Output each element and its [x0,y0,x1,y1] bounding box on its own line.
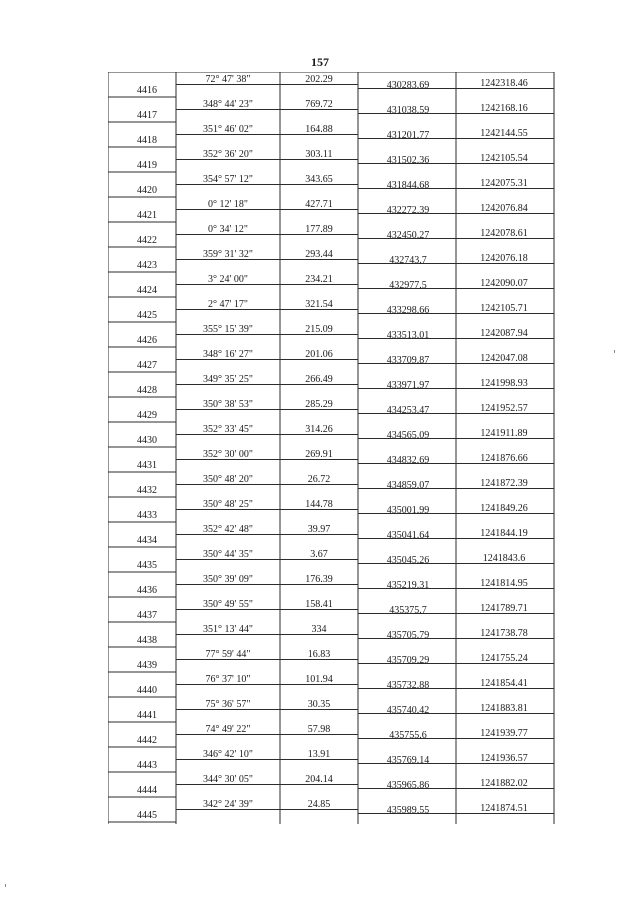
station-cell: 4425 [137,310,157,321]
east-cell: 1242047.08 [480,353,528,364]
bearing-cell: 359° 31' 32" [203,249,253,260]
station-cell: 4424 [137,285,157,296]
distance-cell: 26.72 [307,474,331,485]
north-cell: 431038.59 [386,105,430,116]
station-cell: 4440 [137,685,157,696]
station-cell: 4443 [137,760,157,771]
station-cell: 4420 [137,185,157,196]
bearing-cell: 355° 15' 39" [203,324,253,335]
distance-cell: 202.29 [305,74,333,85]
station-cell: 4416 [137,85,157,96]
station-cell: 4442 [137,735,157,746]
north-cell: 433709.87 [386,355,430,366]
station-cell: 4428 [137,385,157,396]
north-cell: 435732.88 [386,680,430,691]
east-cell: 1242318.46 [480,78,528,89]
distance-cell: 13.91 [307,749,331,760]
station-cell: 4417 [137,110,157,121]
station-cell: 4444 [137,785,157,796]
bearing-cell: 352° 42' 48" [203,524,253,535]
bearing-cell: 350° 49' 55" [203,599,253,610]
bearing-cell: 354° 57' 12" [203,174,253,185]
distance-cell: 164.88 [305,124,333,135]
east-cell: 1241876.66 [480,453,528,464]
distance-cell: 427.71 [305,199,333,210]
distance-cell: 16.83 [307,649,331,660]
bearing-cell: 350° 39' 09" [203,574,253,585]
east-cell: 1241911.89 [480,428,528,439]
east-cell: 1241843.6 [482,553,526,564]
north-cell: 434832.69 [386,455,430,466]
distance-cell: 293.44 [305,249,333,260]
bearing-cell: 2° 47' 17" [208,299,248,310]
bearing-cell: 74° 49' 22" [205,724,251,735]
bearing-cell: 76° 37' 10" [205,674,251,685]
station-cell: 4426 [137,335,157,346]
east-cell: 1241939.77 [480,728,528,739]
bearing-cell: 351° 13' 44" [203,624,253,635]
distance-cell: 3.67 [310,549,328,560]
station-cell: 4422 [137,235,157,246]
north-cell: 432977.5 [389,280,427,291]
distance-cell: 234.21 [305,274,333,285]
north-cell: 435219.31 [386,580,430,591]
east-cell: 1241814.95 [480,578,528,589]
east-cell: 1241849.26 [480,503,528,514]
bearing-cell: 350° 48' 20" [203,474,253,485]
north-cell: 433513.01 [386,330,430,341]
north-cell: 434859.07 [386,480,430,491]
bearing-cell: 352° 30' 00" [203,449,253,460]
station-cell: 4434 [137,535,157,546]
page-number: 157 [311,55,329,69]
bearing-cell: 72° 47' 38" [205,74,251,85]
distance-cell: 201.06 [305,349,333,360]
east-cell: 1242087.94 [480,328,528,339]
north-cell: 435965.86 [386,780,430,791]
east-cell: 1241755.24 [480,653,528,664]
east-cell: 1242168.16 [480,103,528,114]
bearing-cell: 349° 35' 25" [203,374,253,385]
station-cell: 4445 [137,810,157,821]
station-cell: 4441 [137,710,157,721]
bearing-cell: 0° 12' 18" [208,199,248,210]
distance-cell: 303.11 [305,149,333,160]
north-cell: 435705.79 [386,630,430,641]
east-cell: 1242078.61 [480,228,528,239]
east-cell: 1242076.18 [480,253,528,264]
distance-cell: 177.89 [305,224,333,235]
distance-cell: 314.26 [305,424,333,435]
distance-cell: 769.72 [305,99,333,110]
north-cell: 434565.09 [386,430,430,441]
north-cell: 431502.36 [386,155,430,166]
bearing-cell: 348° 16' 27" [203,349,253,360]
distance-cell: 101.94 [305,674,333,685]
bearing-cell: 351° 46' 02" [203,124,253,135]
distance-cell: 57.98 [307,724,331,735]
east-cell: 1241883.81 [480,703,528,714]
bearing-cell: 344° 30' 05" [203,774,253,785]
east-cell: 1241882.02 [480,778,528,789]
north-cell: 432743.7 [389,255,427,266]
bearing-cell: 342° 24' 39" [203,799,253,810]
bearing-cell: 352° 36' 20" [203,149,253,160]
margin-mark [614,350,615,353]
bearing-cell: 346° 42' 10" [203,749,253,760]
east-cell: 1241952.57 [480,403,528,414]
station-cell: 4421 [137,210,157,221]
east-cell: 1241854.41 [480,678,528,689]
east-cell: 1241738.78 [480,628,528,639]
station-cell: 4431 [137,460,157,471]
distance-cell: 176.39 [305,574,333,585]
distance-cell: 204.14 [305,774,333,785]
station-cell: 4439 [137,660,157,671]
north-cell: 431844.68 [386,180,430,191]
station-cell: 4433 [137,510,157,521]
distance-cell: 144.78 [305,499,333,510]
north-cell: 433298.66 [386,305,430,316]
station-cell: 4435 [137,560,157,571]
margin-mark [5,884,6,887]
north-cell: 435709.29 [386,655,430,666]
north-cell: 435755.6 [389,730,427,741]
east-cell: 1242090.07 [480,278,528,289]
bearing-cell: 350° 38' 53" [203,399,253,410]
bearing-cell: 350° 48' 25" [203,499,253,510]
coordinate-table [108,72,556,824]
north-cell: 433971.97 [386,380,430,391]
east-cell: 1241844.19 [480,528,528,539]
distance-cell: 321.54 [305,299,333,310]
bearing-cell: 0° 34' 12" [208,224,248,235]
east-cell: 1241872.39 [480,478,528,489]
north-cell: 435041.64 [386,530,430,541]
distance-cell: 266.49 [305,374,333,385]
station-cell: 4429 [137,410,157,421]
distance-cell: 215.09 [305,324,333,335]
bearing-cell: 348° 44' 23" [203,99,253,110]
east-cell: 1242144.55 [480,128,528,139]
east-cell: 1241874.51 [480,803,528,814]
east-cell: 1241789.71 [480,603,528,614]
distance-cell: 39.97 [307,524,331,535]
station-cell: 4432 [137,485,157,496]
bearing-cell: 77° 59' 44" [205,649,251,660]
distance-cell: 30.35 [307,699,331,710]
distance-cell: 24.85 [307,799,331,810]
station-cell: 4418 [137,135,157,146]
station-cell: 4437 [137,610,157,621]
north-cell: 432450.27 [386,230,430,241]
distance-cell: 343.65 [305,174,333,185]
bearing-cell: 350° 44' 35" [203,549,253,560]
north-cell: 430283.69 [386,80,430,91]
east-cell: 1241936.57 [480,753,528,764]
station-cell: 4436 [137,585,157,596]
station-cell: 4430 [137,435,157,446]
north-cell: 431201.77 [386,130,430,141]
east-cell: 1242076.84 [480,203,528,214]
north-cell: 435769.14 [386,755,430,766]
station-cell: 4423 [137,260,157,271]
distance-cell: 158.41 [305,599,333,610]
north-cell: 435740.42 [386,705,430,716]
north-cell: 435045.26 [386,555,430,566]
east-cell: 1242075.31 [480,178,528,189]
north-cell: 435375.7 [389,605,427,616]
station-cell: 4427 [137,360,157,371]
east-cell: 1241998.93 [480,378,528,389]
distance-cell: 269.91 [305,449,333,460]
distance-cell: 334 [311,624,327,635]
east-cell: 1242105.54 [480,153,528,164]
distance-cell: 285.29 [305,399,333,410]
station-cell: 4438 [137,635,157,646]
north-cell: 434253.47 [386,405,430,416]
north-cell: 432272.39 [386,205,430,216]
bearing-cell: 3° 24' 00" [208,274,248,285]
north-cell: 435989.55 [386,805,430,816]
bearing-cell: 75° 36' 57" [205,699,251,710]
east-cell: 1242105.71 [480,303,528,314]
station-cell: 4419 [137,160,157,171]
north-cell: 435001.99 [386,505,430,516]
bearing-cell: 352° 33' 45" [203,424,253,435]
